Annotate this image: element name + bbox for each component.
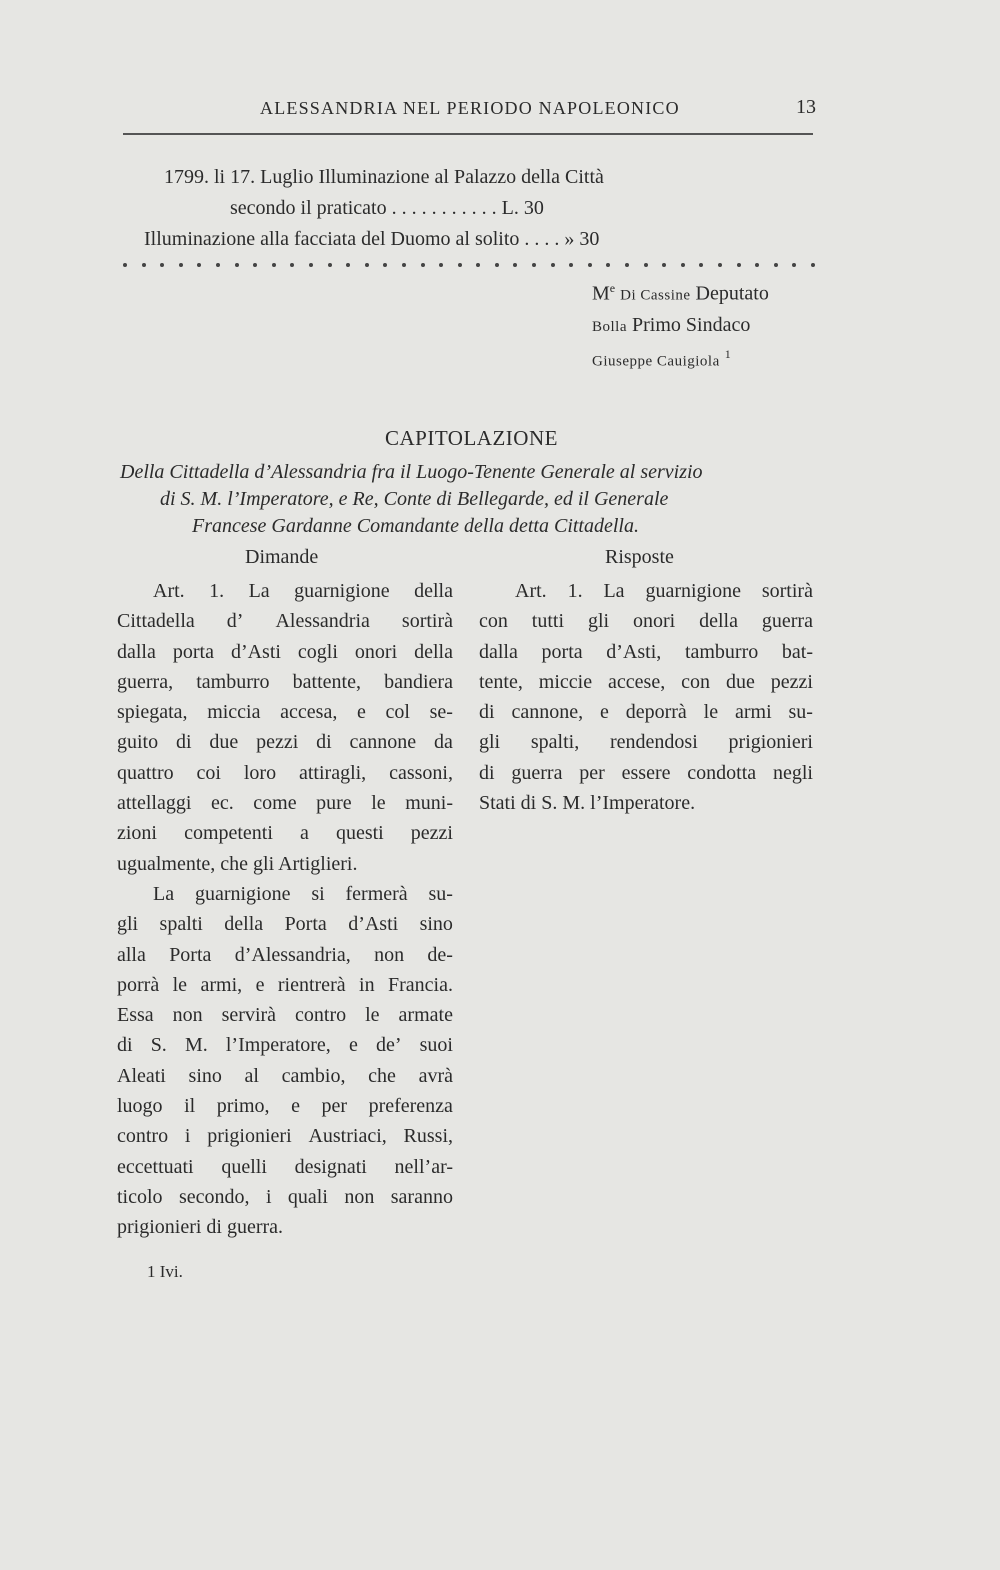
separator-dot (532, 263, 536, 267)
separator-dot (737, 263, 741, 267)
page-number: 13 (796, 96, 816, 118)
separator-dot (290, 263, 294, 267)
signature-2 (592, 314, 750, 337)
signature-1-name: Di Cassine (620, 287, 691, 304)
left-column-line: dalla porta d’Asti cogli onori della (117, 640, 453, 663)
left-column-line: alla Porta d’Alessandria, non de- (117, 943, 453, 966)
footnote (147, 1262, 183, 1282)
subtitle-line-1: Della Cittadella d’Alessandria fra il Luogo-Tenente Generale al servizio (120, 461, 703, 483)
signature-1-prefix: M (592, 282, 610, 305)
left-column-line: Aleati sino al cambio, che avrà (117, 1064, 453, 1087)
right-column (479, 576, 813, 818)
separator-dot (160, 263, 164, 267)
ledger-line-3: Illuminazione alla facciata del Duomo al solito . . . . » 30 (144, 228, 600, 250)
separator-dot (142, 263, 146, 267)
separator-dot (699, 263, 703, 267)
right-column-line: dalla porta d’Asti, tamburro bat- (479, 640, 813, 663)
footnote-marker: 1 (147, 1262, 156, 1281)
left-column-line: gli spalti della Porta d’Asti sino (117, 913, 453, 936)
separator-dot (383, 263, 387, 267)
left-column-line: porrà le armi, e rientrerà in Francia. (117, 973, 453, 996)
separator-dot (495, 263, 499, 267)
right-column-line: Stati di S. M. l’Imperatore. (479, 792, 696, 815)
separator-dot (681, 263, 685, 267)
separator-dot (421, 263, 425, 267)
left-column-line: contro i prigionieri Austriaci, Russi, (117, 1125, 453, 1148)
separator-dot (755, 263, 759, 267)
right-column-line: di cannone, e deporrà le armi su- (479, 701, 813, 724)
footnote-text: Ivi. (159, 1262, 183, 1281)
signature-3-name: Giuseppe Cauigiola (592, 353, 720, 370)
left-column-heading: Dimande (245, 546, 319, 568)
left-column-line: quattro coi loro attiragli, cassoni, (117, 761, 453, 784)
separator-dot (402, 263, 406, 267)
left-column-line: Essa non servirà contro le armate (117, 1004, 453, 1027)
right-column-line: tente, miccie accese, con due pezzi (479, 670, 813, 693)
separator-dot (365, 263, 369, 267)
left-column-line: di S. M. l’Imperatore, e de’ suoi (117, 1034, 453, 1057)
signature-1 (592, 281, 769, 306)
separator-dot (179, 263, 183, 267)
ledger-line-1: 1799. li 17. Luglio Illuminazione al Palazzo della Città (164, 166, 604, 188)
separator-dot (662, 263, 666, 267)
separator-dot (216, 263, 220, 267)
separator-dot (811, 263, 815, 267)
left-column-line: Cittadella d’ Alessandria sortirà (117, 610, 453, 633)
right-column-line: Art. 1. La guarnigione sortirà (515, 580, 813, 602)
left-column (117, 576, 453, 1243)
separator-dot (328, 263, 332, 267)
subtitle-line-3: Francese Gardanne Comandante della detta Cittadella. (192, 515, 639, 537)
separator-dot (309, 263, 313, 267)
separator-dot (588, 263, 592, 267)
separator-dot (774, 263, 778, 267)
left-column-line: guerra, tamburro battente, bandiera (117, 670, 453, 693)
right-column-line: gli spalti, rendendosi prigionieri (479, 731, 813, 754)
separator-dot (123, 263, 127, 267)
running-header: ALESSANDRIA NEL PERIODO NAPOLEONICO (260, 98, 680, 118)
separator-dot (569, 263, 573, 267)
left-column-line: zioni competenti a questi pezzi (117, 822, 453, 845)
left-column-line: eccettuati quelli designati nell’ar- (117, 1155, 453, 1178)
left-column-line: guito di due pezzi di cannone da (117, 731, 453, 754)
subtitle-line-2: di S. M. l’Imperatore, e Re, Conte di Bellegarde, ed il Generale (160, 488, 669, 510)
signature-3 (592, 347, 731, 372)
separator-dot (644, 263, 648, 267)
separator-dot (439, 263, 443, 267)
separator-dot (606, 263, 610, 267)
header-rule (123, 133, 813, 135)
left-column-line: ticolo secondo, i quali non saranno (117, 1185, 453, 1208)
separator-dot (551, 263, 555, 267)
left-column-line: spiegata, miccia accesa, e col se- (117, 701, 453, 724)
separator-dot (253, 263, 257, 267)
separator-dot (235, 263, 239, 267)
left-column-line: ugualmente, che gli Artiglieri. (117, 852, 358, 875)
signature-2-role: Primo Sindaco (632, 314, 751, 336)
signature-1-role: Deputato (695, 282, 769, 305)
section-title: CAPITOLAZIONE (385, 426, 558, 450)
signature-1-sup: e (609, 281, 616, 295)
left-column-line: prigionieri di guerra. (117, 1216, 284, 1239)
separator-dot (458, 263, 462, 267)
separator-dot (718, 263, 722, 267)
right-column-line: con tutti gli onori della guerra (479, 610, 813, 633)
right-column-heading: Risposte (605, 546, 674, 568)
signature-3-footnote-ref: 1 (724, 347, 731, 361)
separator-dot (476, 263, 480, 267)
left-column-line: luogo il primo, e per preferenza (117, 1095, 453, 1118)
separator-dot (792, 263, 796, 267)
signature-2-name: Bolla (592, 319, 627, 335)
left-column-line: Art. 1. La guarnigione della (153, 580, 453, 602)
separator-dot (272, 263, 276, 267)
left-column-line: attellaggi ec. come pure le muni- (117, 792, 453, 815)
separator-dot (346, 263, 350, 267)
separator-dot (513, 263, 517, 267)
separator-dot (625, 263, 629, 267)
separator-dot (197, 263, 201, 267)
ledger-line-2: secondo il praticato . . . . . . . . . . . L. 30 (230, 197, 544, 219)
left-column-line: La guarnigione si fermerà su- (153, 882, 453, 905)
right-column-line: di guerra per essere condotta negli (479, 761, 813, 784)
dotted-separator (123, 263, 815, 267)
